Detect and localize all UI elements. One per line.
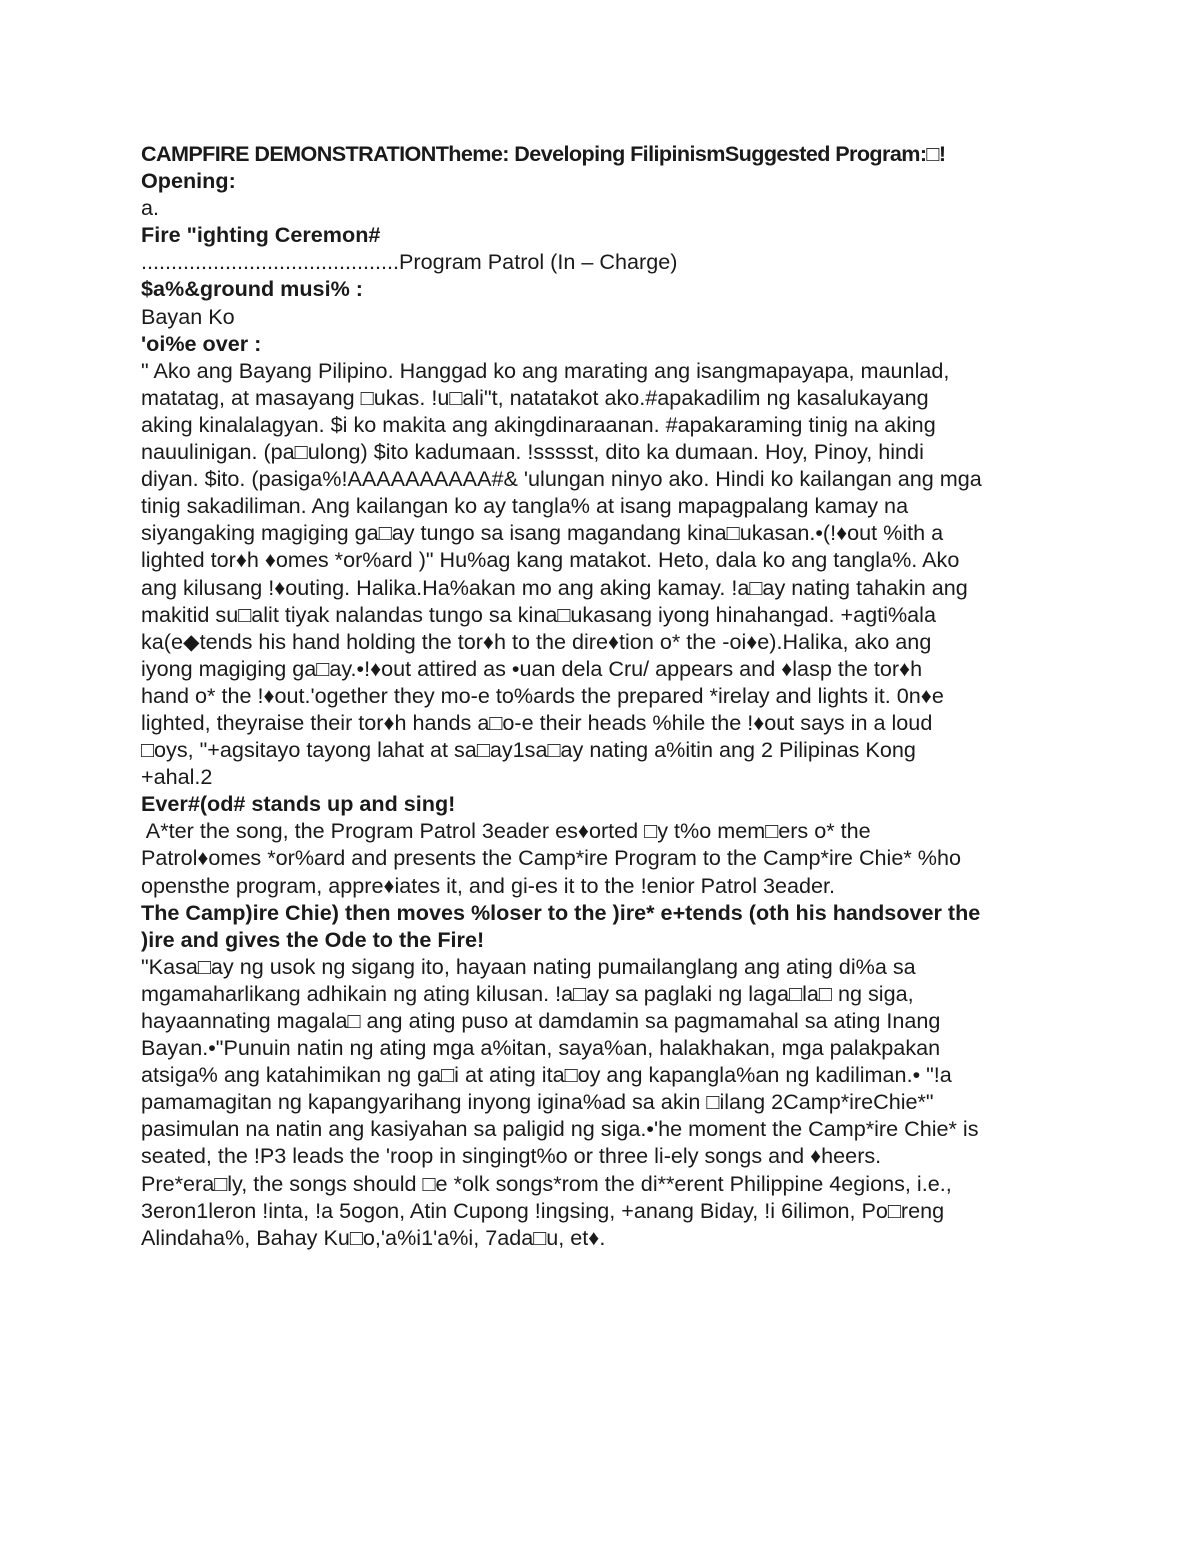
text-line: seated, the !P3 leads the 'roop in singingt%o or three li-ely songs and ♦heers. — [141, 1143, 882, 1169]
text-line: diyan. $ito. (pasiga%!AAAAAAAAAA#& 'ulungan ninyo ako. Hindi ko kailangan ang mga — [141, 466, 982, 492]
text-line: pasimulan na natin ang kasiyahan sa paligid ng siga.•'he moment the Camp*ire Chie* is — [141, 1116, 979, 1142]
text-line: The Camp)ire Chie) then moves %loser to the )ire* e+tends (oth his handsover the — [141, 899, 981, 925]
text-line: Patrol♦omes *or%ard and presents the Camp*ire Program to the Camp*ire Chie* %ho — [141, 845, 961, 871]
document-title: CAMPFIRE DEMONSTRATIONTheme: Developing FilipinismSuggested Program:□! — [141, 141, 946, 166]
after-song-text — [141, 817, 1071, 898]
text-line: matatag, at masayang □ukas. !u□ali"t, natatakot ako.#apakadilim ng kasalukayang — [141, 384, 929, 410]
text-line: hayaannating magala□ ang ating puso at damdamin sa pagmamahal sa ating Inang — [141, 1008, 941, 1033]
text-line: "Kasa□ay ng usok ng sigang ito, hayaan nating pumailanglang ang ating di%a sa — [141, 953, 916, 979]
text-line: A*ter the song, the Program Patrol 3eader es♦orted □y t%o mem□ers o* the — [141, 818, 871, 844]
text-line: hand o* the !♦out.'ogether they mo-e to%ards the prepared *irelay and lights it. 0n♦e — [141, 682, 944, 708]
campfire-chief-heading — [141, 899, 1071, 953]
background-music-heading: $a%&ground musi% : — [141, 276, 363, 302]
text-line: Pre*era□ly, the songs should □e *olk songs*rom the di**erent Philippine 4egions, i.e., — [141, 1170, 952, 1196]
text-line: tinig sakadiliman. Ang kailangan ko ay tangla% at isang mapagpalang kamay na — [141, 493, 909, 519]
text-line: )ire and gives the Ode to the Fire! — [141, 926, 485, 952]
text-line: siyangaking magiging ga□ay tungo sa isang magandang kina□ukasan.•(!♦out %ith a — [141, 520, 944, 546]
voice-over-heading: 'oi%e over : — [141, 330, 262, 356]
ode-to-fire-text — [141, 953, 1071, 1251]
text-line: Alindaha%, Bahay Ku□o,'a%i1'a%i, 7ada□u, et♦. — [141, 1224, 606, 1250]
text-line: aking kinalalagyan. $i ko makita ang akingdinaraanan. #apakaraming tinig na aking — [141, 411, 936, 437]
text-line: makitid su□alit tiyak nalandas tungo sa kina□ukasang iyong hinahangad. +agti%ala — [141, 601, 936, 627]
text-line: 3eron1leron !inta, !a 5ogon, Atin Cupong !ingsing, +anang Biday, !i 6ilimon, Po□reng — [141, 1197, 945, 1223]
text-line: ka(e◆tends his hand holding the tor♦h to the dire♦tion o* the -oi♦e).Halika, ako ang — [141, 628, 932, 654]
text-line: mgamaharlikang adhikain ng ating kilusan. !a□ay sa paglaki ng laga□la□ ng siga, — [141, 980, 914, 1006]
text-line: lighted, theyraise their tor♦h hands a□o-e their heads %hile the !♦out says in a loud — [141, 709, 933, 735]
opening-heading: Opening: — [141, 168, 236, 194]
text-line: iyong magiging ga□ay.•!♦out attired as •uan dela Cru/ appears and ♦lasp the tor♦h — [141, 655, 923, 681]
fire-lighting-heading: Fire "ighting Ceremon# — [141, 222, 381, 248]
text-line: Bayan.•"Punuin natin ng ating mga a%itan, saya%an, halakhakan, mga palakpakan — [141, 1035, 941, 1061]
text-line: □oys, "+agsitayo tayong lahat at sa□ay1sa□ay nating a%itin ang 2 Pilipinas Kong — [141, 737, 916, 763]
text-line: nauulinigan. (pa□ulong) $ito kadumaan. !ssssst, dito ka dumaan. Hoy, Pinoy, hindi — [141, 439, 924, 465]
voice-over-text — [141, 357, 1071, 791]
fire-lighting-detail: ...........................................Program Patrol (In – Charge) — [141, 249, 678, 275]
list-marker-a: a. — [141, 195, 160, 221]
everybody-heading: Ever#(od# stands up and sing! — [141, 791, 456, 817]
text-line: " Ako ang Bayang Pilipino. Hanggad ko ang marating ang isangmapayapa, maunlad, — [141, 357, 950, 383]
text-line: atsiga% ang katahimikan ng ga□i at ating ita□oy ang kapangla%an ng kadiliman.• "!a — [141, 1062, 952, 1088]
text-line: +ahal.2 — [141, 764, 213, 790]
background-music-value: Bayan Ko — [141, 303, 235, 329]
text-line: opensthe program, appre♦iates it, and gi-es it to the !enior Patrol 3eader. — [141, 872, 836, 898]
text-line: pamamagitan ng kapangyarihang inyong igina%ad sa akin □ilang 2Camp*ireChie*" — [141, 1089, 934, 1115]
text-line: ang kilusang !♦outing. Halika.Ha%akan mo ang aking kamay. !a□ay nating tahakin ang — [141, 574, 968, 600]
text-line: lighted tor♦h ♦omes *or%ard )" Hu%ag kang matakot. Heto, dala ko ang tangla%. Ako — [141, 547, 960, 573]
document-page — [141, 140, 1071, 1251]
